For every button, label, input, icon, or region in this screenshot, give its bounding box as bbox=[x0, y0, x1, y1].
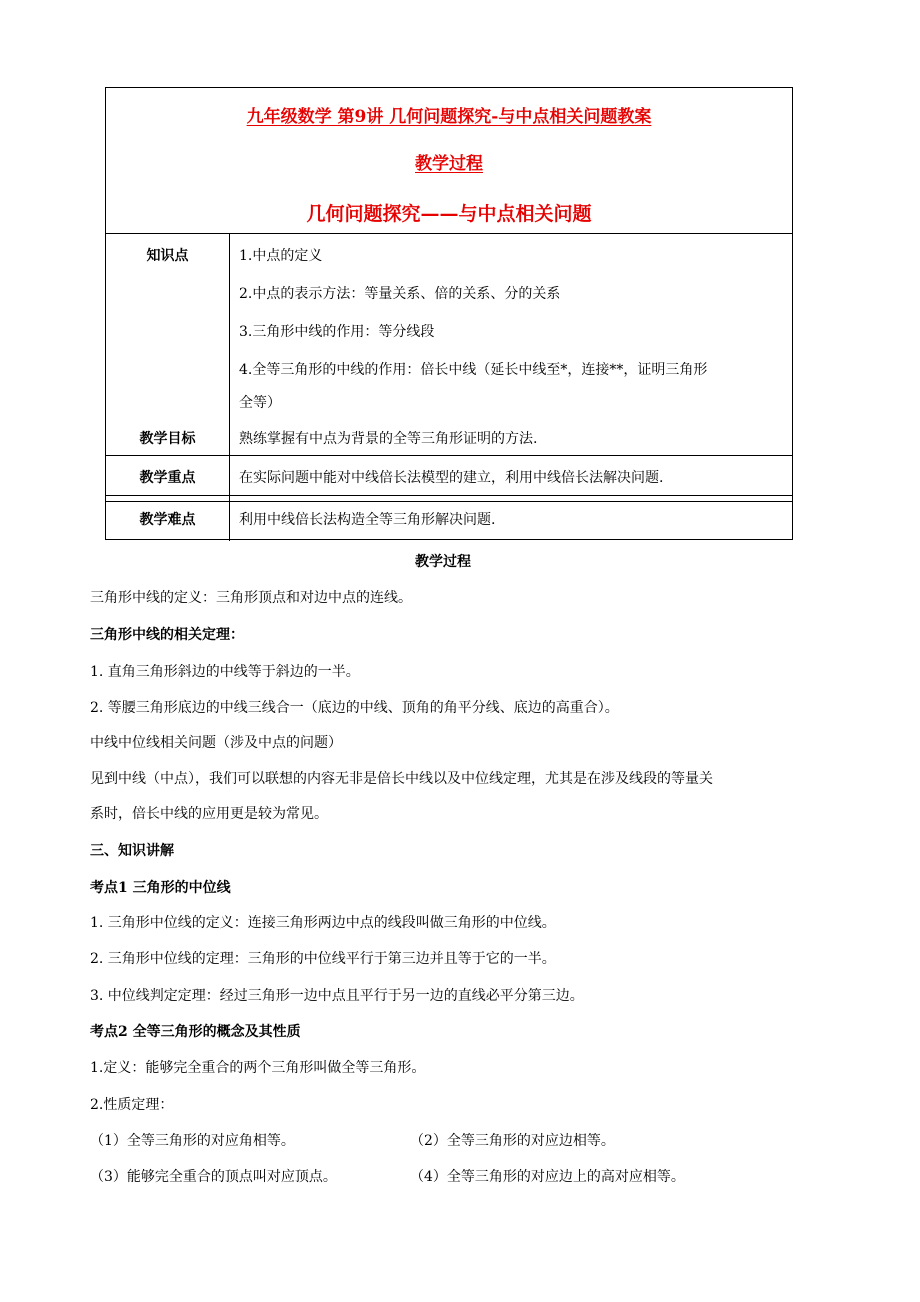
knowledge-item: 4.全等三角形的中线的作用：倍长中线（延长中线至*，连接**，证明三角形 bbox=[239, 362, 708, 378]
key-text: 在实际问题中能对中线倍长法模型的建立，利用中线倍长法解决问题. bbox=[239, 470, 664, 486]
kp2-heading: 考点2 全等三角形的概念及其性质 bbox=[90, 1024, 301, 1040]
property-1: （1）全等三角形的对应角相等。 bbox=[90, 1133, 295, 1149]
document-subtitle: 教学过程 bbox=[415, 154, 483, 174]
difficulty-text: 利用中线倍长法构造全等三角形解决问题. bbox=[239, 512, 496, 528]
theorem-1: 1. 直角三角形斜边的中线等于斜边的一半。 bbox=[90, 664, 360, 680]
section-3-heading: 三、知识讲解 bbox=[90, 843, 174, 859]
goal-label: 教学目标 bbox=[106, 418, 230, 455]
kp2-definition: 1.定义：能够完全重合的两个三角形叫做全等三角形。 bbox=[90, 1060, 426, 1076]
knowledge-item: 全等） bbox=[239, 395, 281, 411]
lesson-info-table bbox=[105, 87, 793, 540]
kp1-item-1: 1. 三角形中位线的定义：连接三角形两边中点的线段叫做三角形的中位线。 bbox=[90, 915, 556, 931]
kp1-item-3: 3. 中位线判定定理：经过三角形一边中点且平行于另一边的直线必平分第三边。 bbox=[90, 988, 584, 1004]
theorem-2: 2. 等腰三角形底边的中线三线合一（底边的中线、顶角的角平分线、底边的高重合）。 bbox=[90, 700, 619, 716]
paragraph-line-2: 系时，倍长中线的应用更是较为常见。 bbox=[90, 806, 328, 822]
knowledge-item: 1.中点的定义 bbox=[239, 248, 323, 264]
median-definition: 三角形中线的定义：三角形顶点和对边中点的连线。 bbox=[90, 590, 412, 606]
property-4: （4）全等三角形的对应边上的高对应相等。 bbox=[410, 1169, 685, 1185]
topic-title: 几何问题探究——与中点相关问题 bbox=[306, 203, 592, 225]
knowledge-item: 2.中点的表示方法：等量关系、倍的关系、分的关系 bbox=[239, 286, 561, 302]
goal-text: 熟练掌握有中点为背景的全等三角形证明的方法. bbox=[239, 431, 538, 447]
section-title: 教学过程 bbox=[415, 554, 471, 570]
difficulty-label: 教学难点 bbox=[106, 496, 230, 541]
table-row-key bbox=[106, 456, 792, 496]
knowledge-label: 知识点 bbox=[106, 234, 230, 501]
document-title: 九年级数学 第9讲 几何问题探究-与中点相关问题教案 bbox=[246, 107, 652, 127]
table-row-goal bbox=[106, 418, 792, 456]
knowledge-item: 3.三角形中线的作用：等分线段 bbox=[239, 324, 435, 340]
midline-problem: 中线中位线相关问题（涉及中点的问题） bbox=[90, 735, 342, 751]
table-row-difficulty bbox=[106, 496, 792, 541]
property-3: （3）能够完全重合的顶点叫对应顶点。 bbox=[90, 1169, 337, 1185]
property-2: （2）全等三角形的对应边相等。 bbox=[410, 1133, 615, 1149]
kp1-item-2: 2. 三角形中位线的定理：三角形的中位线平行于第三边并且等于它的一半。 bbox=[90, 951, 556, 967]
key-label: 教学重点 bbox=[106, 456, 230, 495]
median-theorems-heading: 三角形中线的相关定理： bbox=[90, 627, 244, 643]
kp1-heading: 考点1 三角形的中位线 bbox=[90, 880, 231, 896]
kp2-properties: 2.性质定理： bbox=[90, 1097, 174, 1113]
table-header bbox=[106, 88, 792, 234]
paragraph-line-1: 见到中线（中点），我们可以联想的内容无非是倍长中线以及中位线定理，尤其是在涉及线段的等量关 bbox=[90, 771, 713, 787]
